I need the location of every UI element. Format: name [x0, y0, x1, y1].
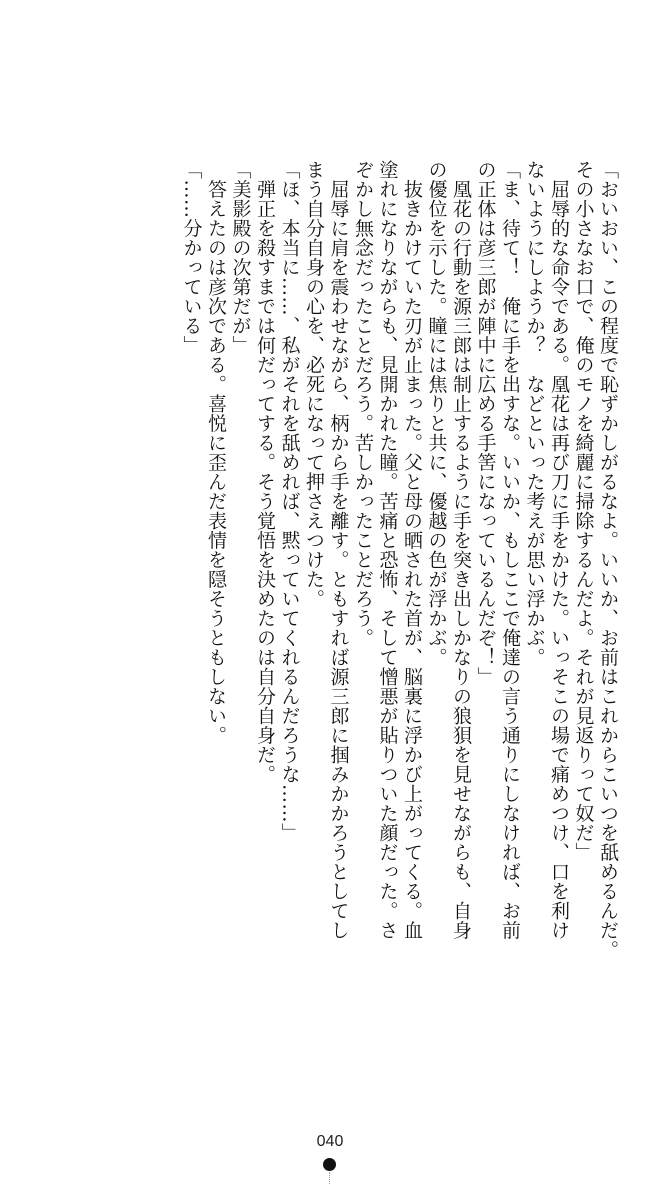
text-line: 凰花の行動を源三郎は制止するように手を突き出しかなりの狼狽を見せながらも、自身: [450, 160, 472, 940]
text-line: 抜きかけていた刃が止まった。父と母の晒された首が、脳裏に浮かび上がってくる。血: [401, 160, 423, 940]
text-line: の正体は彦三郎が陣中に広める手筈になっているんだぞ！」: [474, 160, 497, 687]
text-line: まう自分自身の心を、必死になって押さえつけた。: [303, 160, 325, 609]
page-marker-dot: [323, 1158, 336, 1171]
page-number: 040: [316, 1133, 344, 1150]
text-line: 塗れになりながらも、見開かれた瞳。苦痛と恐怖、そして憎悪が貼りついた顔だった。さ: [376, 160, 399, 940]
text-line: 「美影殿の次第だが」: [229, 160, 252, 355]
text-line: 弾正を殺すまでは何だってする。そう覚悟を決めたのは自分自身だ。: [254, 160, 276, 784]
vertical-text-body: [179, 160, 620, 992]
text-line: 「おいおい、この程度で恥ずかしがるなよ。いいか、お前はこれからこいつを舐めるんだ。: [597, 160, 619, 960]
text-line: 「ま、待て！ 俺に手を出すな。いいか、もしここで俺達の言う通りにしなければ、お前: [499, 160, 521, 940]
text-line: 答えたのは彦次である。喜悦に歪んだ表情を隠そうともしない。: [205, 160, 227, 745]
text-line: 「ほ、本当に……、私がそれを舐めれば、黙っていてくれるんだろうな……」: [278, 160, 301, 843]
text-line: 屈辱的な命令である。凰花は再び刀に手をかけた。いっそこの場で痛めつけ、口を利け: [548, 160, 570, 940]
text-line: その小さなお口で、俺のモノを綺麗に掃除するんだよ。それが見返りって奴だ」: [572, 160, 595, 862]
text-line: ないようにしようか？ などといった考えが思い浮かぶ。: [523, 160, 546, 667]
text-line: の優位を示した。瞳には焦りと共に、優越の色が浮かぶ。: [425, 160, 448, 667]
text-line: ぞかし無念だったことだろう。苦しかったことだろう。: [352, 160, 374, 648]
text-line: 屈辱に肩を震わせながら、柄から手を離す。ともすれば源三郎に掴みかかろうとしてし: [327, 160, 350, 940]
text-line: 「……分かっている」: [180, 160, 203, 355]
page-marker-line: [329, 1172, 330, 1184]
